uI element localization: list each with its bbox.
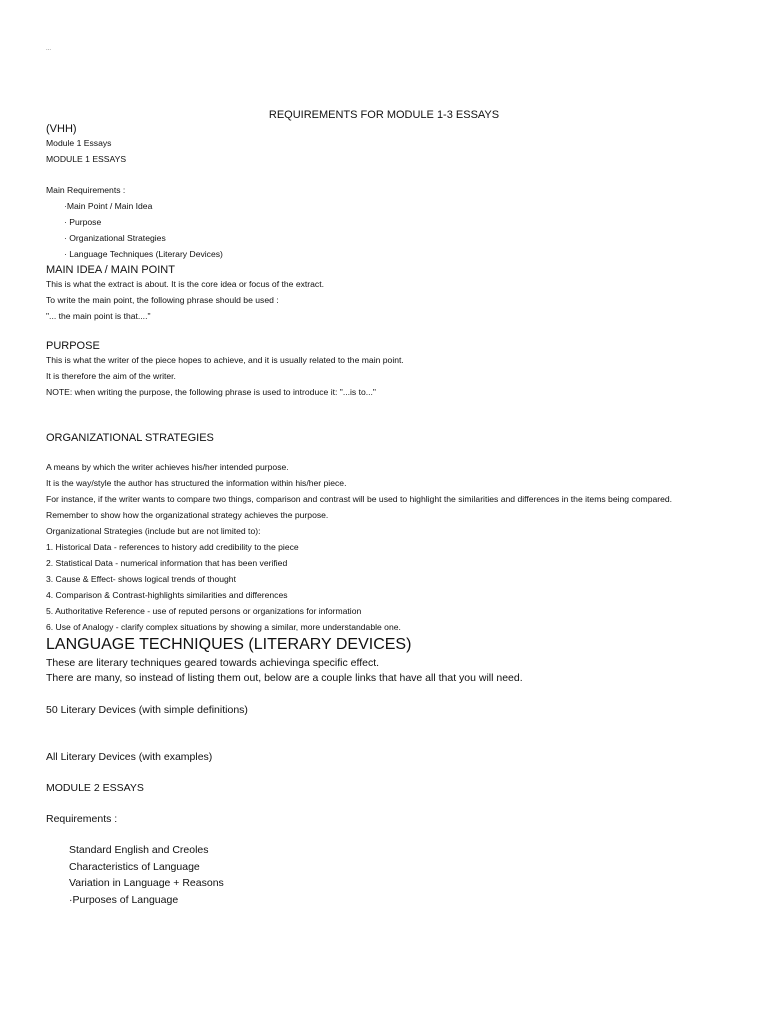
org-strategies-item: 2. Statistical Data - numerical information that has been verified	[46, 558, 288, 568]
requirement-item: · Language Techniques (Literary Devices)	[64, 249, 223, 259]
module2-requirement-item: Variation in Language + Reasons	[69, 877, 224, 889]
requirement-item: · Purpose	[64, 217, 102, 227]
org-strategies-item: 1. Historical Data - references to history add credibility to the piece	[46, 542, 299, 552]
org-strategies-item: 3. Cause & Effect- shows logical trends of thought	[46, 574, 236, 584]
page-title: REQUIREMENTS FOR MODULE 1-3 ESSAYS	[268, 109, 500, 121]
module2-requirement-item: ·Purposes of Language	[69, 894, 179, 906]
language-techniques-heading: LANGUAGE TECHNIQUES (LITERARY DEVICES)	[46, 636, 412, 653]
org-strategies-heading: ORGANIZATIONAL STRATEGIES	[46, 432, 214, 444]
module1-essays-label: Module 1 Essays	[46, 138, 112, 148]
org-strategies-item: 5. Authoritative Reference - use of reputed persons or organizations for information	[46, 606, 362, 616]
literary-devices-link-all[interactable]: All Literary Devices (with examples)	[46, 751, 213, 763]
org-strategies-item: 6. Use of Analogy - clarify complex situations by showing a similar, more understandable one.	[46, 622, 401, 632]
module2-requirement-item: Standard English and Creoles	[69, 844, 209, 856]
corner-mark: ...	[46, 46, 52, 52]
main-idea-heading: MAIN IDEA / MAIN POINT	[46, 264, 175, 276]
requirement-item: ·Main Point / Main Idea	[64, 201, 153, 211]
purpose-line: This is what the writer of the piece hopes to achieve, and it is usually related to the main point.	[46, 355, 404, 365]
purpose-line: NOTE: when writing the purpose, the following phrase is used to introduce it: "...is to..."	[46, 387, 376, 397]
vhh-label: (VHH)	[46, 123, 77, 135]
org-strategies-line: A means by which the writer achieves his/her intended purpose.	[46, 462, 289, 472]
module2-requirement-item: Characteristics of Language	[69, 861, 200, 873]
org-strategies-line: For instance, if the writer wants to compare two things, comparison and contrast will be used to highlight the similarities and differences in the items being compared.	[46, 494, 673, 504]
purpose-line: It is therefore the aim of the writer.	[46, 371, 176, 381]
requirement-item: · Organizational Strategies	[64, 233, 166, 243]
purpose-heading: PURPOSE	[46, 340, 100, 352]
literary-devices-link-50[interactable]: 50 Literary Devices (with simple definitions)	[46, 704, 248, 716]
module2-requirements-label: Requirements :	[46, 813, 118, 825]
main-idea-line: This is what the extract is about. It is the core idea or focus of the extract.	[46, 279, 324, 289]
module2-heading: MODULE 2 ESSAYS	[46, 782, 144, 794]
org-strategies-line: Organizational Strategies (include but are not limited to):	[46, 526, 261, 536]
main-idea-line: To write the main point, the following phrase should be used :	[46, 295, 279, 305]
org-strategies-line: It is the way/style the author has structured the information within his/her piece.	[46, 478, 347, 488]
org-strategies-item: 4. Comparison & Contrast-highlights similarities and differences	[46, 590, 288, 600]
language-techniques-line: There are many, so instead of listing them out, below are a couple links that have all that you will need.	[46, 672, 523, 684]
main-idea-line: "... the main point is that...."	[46, 311, 151, 321]
org-strategies-line: Remember to show how the organizational strategy achieves the purpose.	[46, 510, 329, 520]
language-techniques-line: These are literary techniques geared towards achievinga specific effect.	[46, 657, 380, 669]
main-requirements-label: Main Requirements :	[46, 185, 126, 195]
module1-heading: MODULE 1 ESSAYS	[46, 154, 127, 164]
